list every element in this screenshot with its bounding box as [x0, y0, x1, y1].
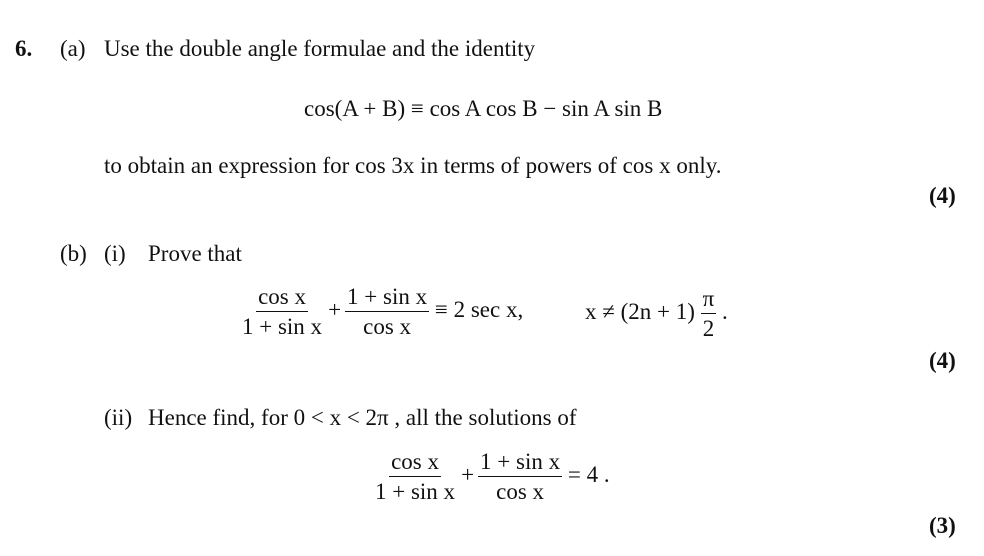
numerator: 1 + sin x	[345, 284, 429, 312]
fraction	[345, 284, 429, 340]
part-a-intro: Use the double angle formulae and the identity	[104, 36, 536, 61]
part-b-i-equation	[240, 284, 523, 340]
plus-sign: +	[461, 462, 475, 488]
part-b-i-label: (i)	[104, 241, 126, 266]
denominator: cos x	[363, 314, 412, 340]
part-b-i-intro: Prove that	[148, 241, 242, 266]
part-a-instruction: to obtain an expression for cos 3x in terms of powers of cos x only.	[104, 153, 722, 178]
part-b-i-marks: (4)	[929, 348, 956, 373]
fraction	[240, 284, 324, 340]
condition-lhs: x ≠ (2n + 1)	[585, 299, 695, 325]
part-b-label: (b)	[60, 241, 87, 266]
part-a-identity: cos(A + B) ≡ cos A cos B − sin A sin B	[304, 96, 663, 121]
denominator: 1 + sin x	[375, 479, 456, 505]
part-b-ii-intro: Hence find, for 0 < x < 2π , all the solutions of	[148, 405, 577, 430]
part-b-i-condition	[585, 286, 728, 342]
numerator: cos x	[389, 449, 441, 477]
fraction	[478, 449, 562, 505]
denominator: 2	[702, 316, 715, 342]
equation-rhs: ≡ 2 sec x,	[434, 297, 524, 323]
plus-sign: +	[328, 297, 342, 323]
condition-end: .	[722, 299, 728, 325]
part-a-label: (a)	[60, 36, 86, 61]
numerator: 1 + sin x	[478, 449, 562, 477]
part-b-ii-marks: (3)	[929, 513, 956, 538]
numerator: π	[701, 286, 717, 314]
question-number: 6.	[15, 36, 33, 61]
equation-rhs: = 4 .	[567, 462, 610, 488]
fraction	[373, 449, 457, 505]
part-b-ii-label: (ii)	[104, 405, 133, 430]
part-b-ii-equation	[373, 449, 610, 505]
denominator: 1 + sin x	[242, 314, 323, 340]
denominator: cos x	[496, 479, 545, 505]
numerator: cos x	[256, 284, 308, 312]
fraction	[701, 286, 717, 342]
part-a-marks: (4)	[929, 183, 956, 208]
